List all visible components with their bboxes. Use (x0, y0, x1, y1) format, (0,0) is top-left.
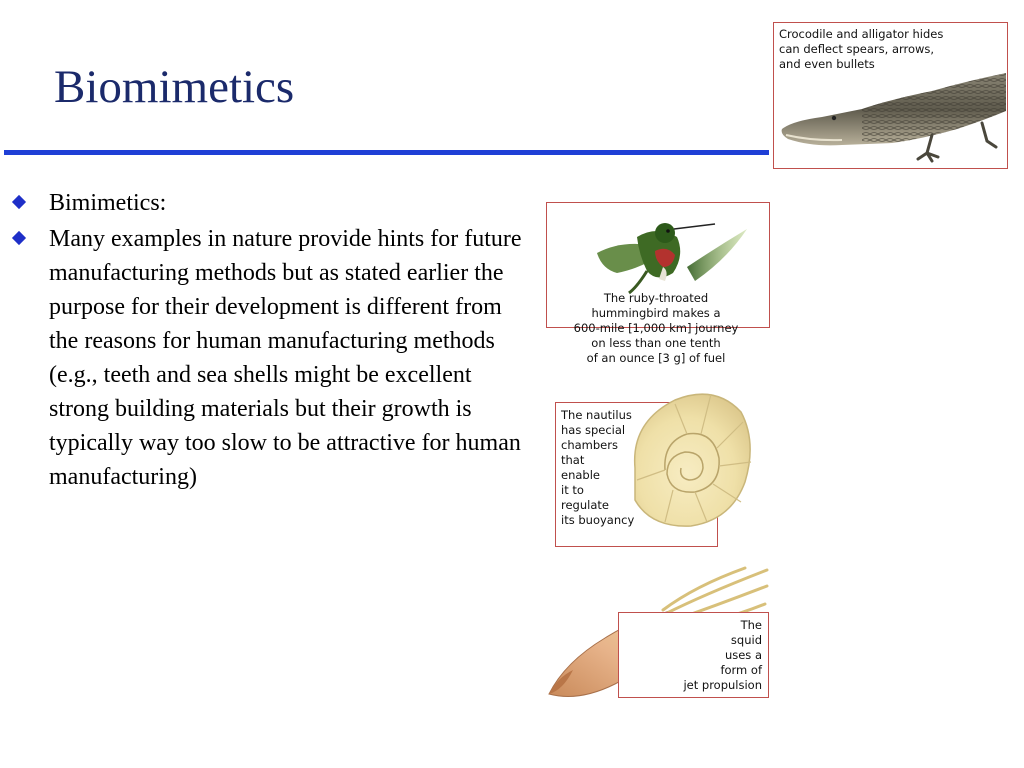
caption-line: uses a (724, 648, 762, 662)
caption-line: can deflect spears, arrows, (779, 42, 935, 56)
bullet-item (12, 222, 527, 494)
caption-line: squid (730, 633, 762, 647)
bullet-list (12, 186, 527, 496)
squid-figure (618, 612, 769, 698)
bullet-text: Many examples in nature provide hints for future manufacturing methods but as stated earlier the purpose for their development is different from the reasons for human manufacturing methods (e.g., teeth and sea shells might be excellent strong building materials but their growth is typically way too slow to be attractive for human manufacturing) (49, 226, 522, 490)
caption-line: chambers (561, 438, 618, 452)
caption-line: of an ounce [3 g] of fuel (586, 351, 726, 365)
diamond-bullet-icon (12, 195, 26, 209)
caption-line: The ruby-throated (603, 291, 709, 305)
caption-line: and even bullets (779, 57, 875, 71)
caption-line: regulate (561, 498, 609, 512)
bullet-text: Bimimetics: (49, 190, 167, 216)
caption-line: form of (720, 663, 762, 677)
caption-line: hummingbird makes a (591, 306, 721, 320)
caption-line: Crocodile and alligator hides (779, 27, 944, 41)
caption-line: 600-mile [1,000 km] journey (573, 321, 739, 335)
caption-line: it to (561, 483, 584, 497)
caption-line: its buoyancy (561, 513, 635, 527)
diamond-bullet-icon (12, 231, 26, 245)
nautilus-shell-image (615, 382, 757, 530)
slide-title: Biomimetics (54, 61, 295, 113)
caption-line: has special (561, 423, 626, 437)
hummingbird-caption (553, 291, 759, 366)
squid-caption (662, 618, 762, 693)
title-underline (4, 150, 769, 155)
caption-line: jet propulsion (683, 678, 762, 692)
bullet-item (12, 186, 527, 220)
caption-line: The nautilus (561, 408, 632, 422)
crocodile-image (782, 71, 1006, 166)
caption-line: on less than one tenth (591, 336, 721, 350)
caption-line: The (740, 618, 762, 632)
crocodile-figure (773, 22, 1008, 169)
caption-line: that (561, 453, 585, 467)
hummingbird-image (577, 207, 747, 295)
crocodile-caption (779, 27, 999, 72)
caption-line: enable (561, 468, 600, 482)
